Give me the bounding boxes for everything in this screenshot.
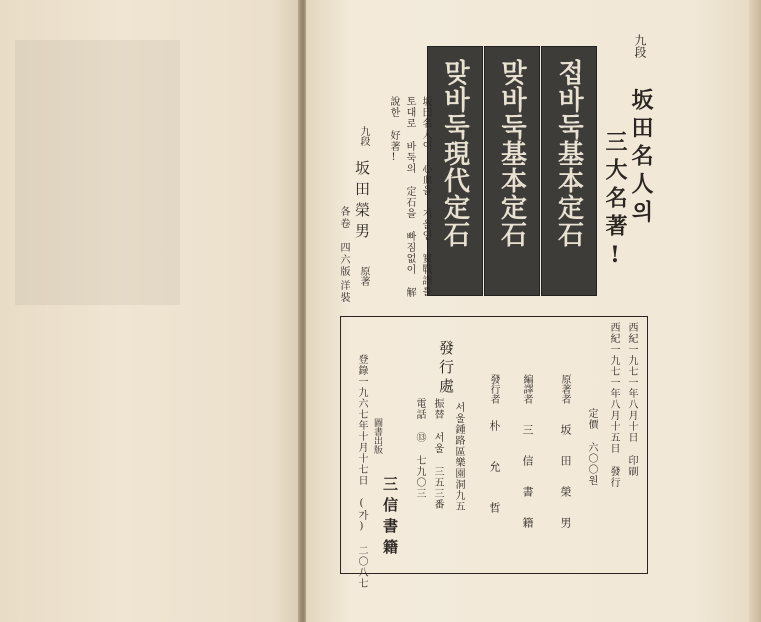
binding-label: 洋裝 bbox=[338, 280, 349, 304]
registration-info: 登錄一九六七年十月十七日 (가) 二〇八七 bbox=[356, 354, 367, 589]
headline-author: 坂田名人의 bbox=[628, 88, 654, 228]
publisher-name: 三信書籍 bbox=[381, 476, 399, 560]
price: 定價 六〇〇원 bbox=[586, 408, 597, 486]
original-author: 坂田榮男 bbox=[559, 424, 572, 548]
translator: 三信書籍 bbox=[521, 424, 534, 548]
page-edge bbox=[749, 0, 761, 622]
office-account: 振替 서울 三五三番 bbox=[432, 398, 443, 510]
book-banner-2 bbox=[484, 46, 540, 296]
description-line-3: 說한 好著! bbox=[388, 96, 399, 164]
book-title-2: 맞바둑基本定石 bbox=[496, 59, 527, 248]
office-address: 서울鍾路區樂園洞九五 bbox=[453, 402, 464, 512]
book-title-3: 맞바둑現代定石 bbox=[439, 59, 470, 248]
book-title-1: 접바둑基本定石 bbox=[553, 59, 584, 248]
publisher-kind: 圖書出版 bbox=[372, 418, 382, 454]
publisher-label: 發行者 bbox=[488, 374, 499, 404]
description-line-2: 토대로 바둑의 定石을 빠짐없이 解 bbox=[404, 96, 415, 298]
publisher-person: 朴允哲 bbox=[488, 420, 501, 543]
office-phone: 電話 ⑬ 七九〇三 bbox=[414, 398, 425, 499]
bleed-through-shadow bbox=[15, 40, 180, 305]
author-name: 坂田榮男 bbox=[353, 160, 371, 244]
headline-rank: 九段 bbox=[633, 34, 647, 58]
description-line-1: 坂田名人이 心血을 기울인 實戰譜를 bbox=[420, 96, 431, 297]
format-label: 四六版 bbox=[338, 242, 349, 278]
book-banner-3 bbox=[427, 46, 483, 296]
issue-date: 西紀一九七一年八月十五日 發行 bbox=[608, 322, 619, 488]
headline-three-works: 三大名著! bbox=[602, 130, 628, 274]
publishing-office-label: 發行處 bbox=[437, 340, 455, 397]
translator-label: 編譯者 bbox=[521, 374, 532, 404]
original-author-label: 原著者 bbox=[559, 374, 570, 404]
print-date: 西紀一九七一年八月十日 印刷 bbox=[626, 322, 637, 477]
book-banner-1 bbox=[541, 46, 597, 296]
volumes-label: 各卷 bbox=[338, 206, 349, 230]
author-rank: 九段 bbox=[358, 126, 369, 146]
author-role: 原著 bbox=[358, 266, 369, 286]
left-page bbox=[0, 0, 302, 622]
